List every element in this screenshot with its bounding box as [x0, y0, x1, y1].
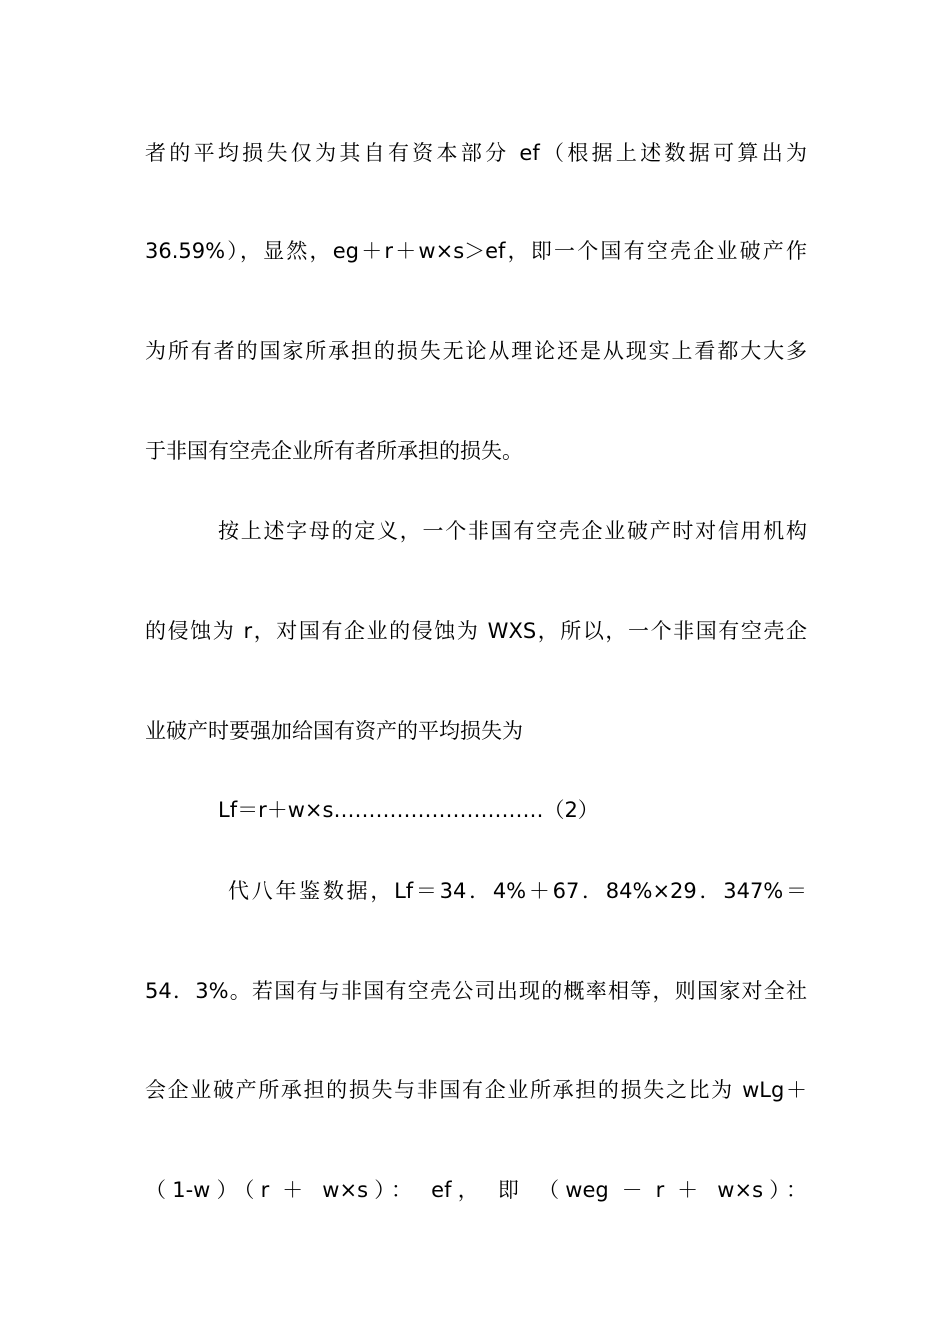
text-line-3: 为所有者的国家所承担的损失无论从理论还是从现实上看都大大多 — [145, 339, 807, 363]
text-line-2: 36.59%），显然，eg＋r＋w×s＞ef，即一个国有空壳企业破产作 — [145, 239, 807, 263]
text-line-7: 业破产时要强加给国有资产的平均损失为 — [145, 719, 523, 743]
text-line-12: （1-w）（r ＋ w×s）： ef， 即 （weg － r ＋ w×s）： — [145, 1178, 807, 1202]
text-line-5: 按上述字母的定义，一个非国有空壳企业破产时对信用机构 — [218, 519, 807, 543]
text-line-10: 54．3%。若国有与非国有空壳公司出现的概率相等，则国家对全社 — [145, 979, 807, 1003]
text-line-1: 者的平均损失仅为其自有资本部分 ef（根据上述数据可算出为 — [145, 141, 807, 165]
text-line-9: 代八年鉴数据，Lf＝34．4%＋67．84%×29．347%＝ — [228, 879, 807, 903]
text-line-11: 会企业破产所承担的损失与非国有企业所承担的损失之比为 wLg＋ — [145, 1078, 807, 1102]
text-line-6: 的侵蚀为 r，对国有企业的侵蚀为 WXS，所以，一个非国有空壳企 — [145, 619, 807, 643]
text-line-4: 于非国有空壳企业所有者所承担的损失。 — [145, 439, 523, 463]
formula-line: Lf＝r＋w×s…………………………（2） — [218, 798, 599, 822]
